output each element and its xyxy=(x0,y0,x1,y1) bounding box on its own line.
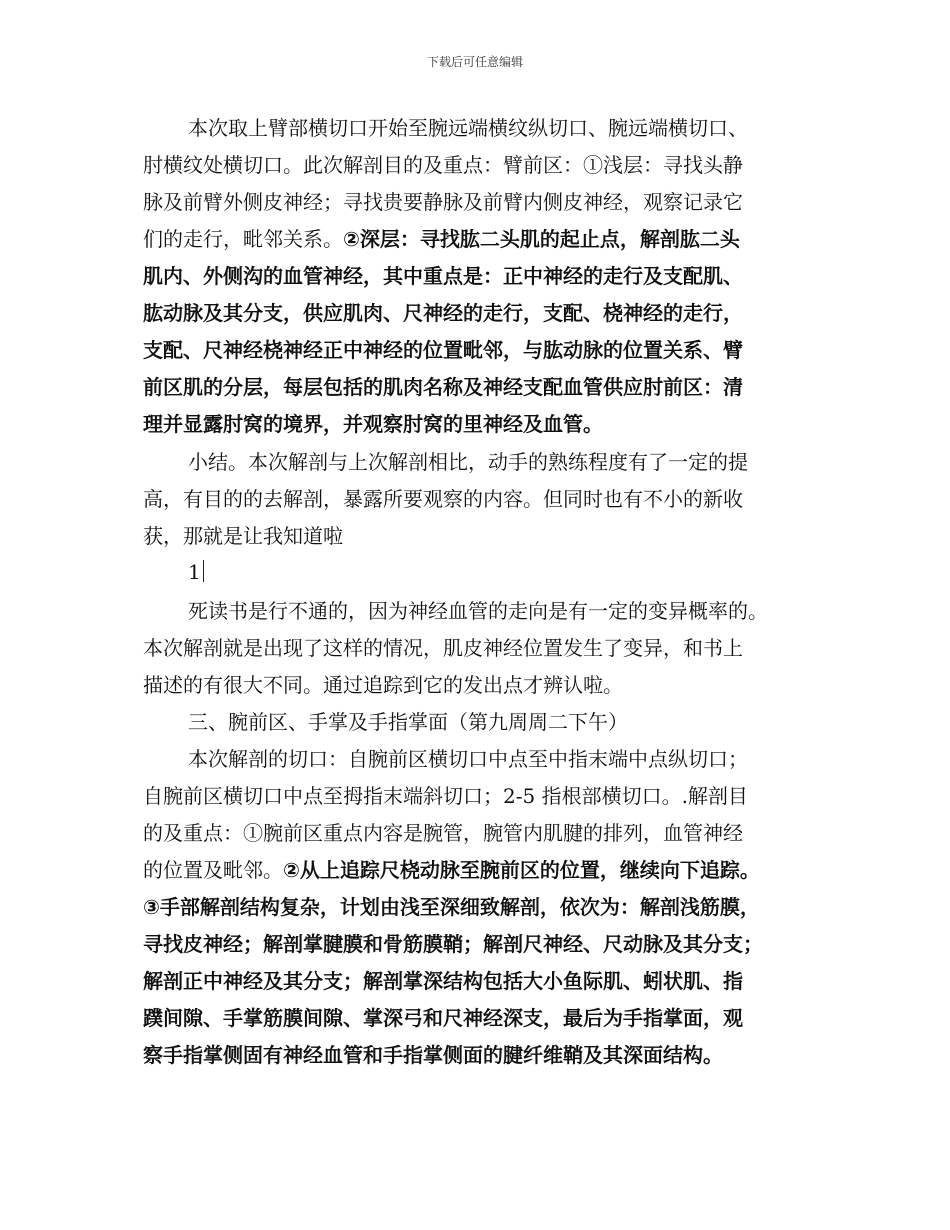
text-line xyxy=(143,782,748,810)
bold-text: 寻找皮神经；解剖掌腱膜和骨筋膜鞘；解剖尺神经、尺动脉及其分支； xyxy=(143,932,763,956)
text-line xyxy=(143,225,740,253)
text-line xyxy=(188,114,748,142)
bold-text: 支配、尺神经桡神经正中神经的位置毗邻，与肱动脉的位置关系、臂 xyxy=(143,338,743,362)
text-segment: 本次解剖的切口：自腕前区横切口中点至中指末端中点纵切口； xyxy=(188,747,748,771)
text-line xyxy=(143,1041,723,1069)
text-line xyxy=(143,151,743,179)
text-line xyxy=(143,634,743,662)
text-line xyxy=(143,262,743,290)
text-line xyxy=(143,299,743,327)
bold-text: 蹼间隙、手掌筋膜间隙、掌深弓和尺神经深支，最后为手指掌面，观 xyxy=(143,1006,743,1030)
bold-text: ③手部解剖结构复杂，计划由浅至深细致解剖，依次为：解剖浅筋膜， xyxy=(143,895,760,919)
text-segment: 们的走行，毗邻关系。 xyxy=(143,227,343,251)
text-segment: 的及重点：①腕前区重点内容是腕管，腕管内肌腱的排列，血管神经 xyxy=(143,821,743,845)
bold-text: 前区肌的分层，每层包括的肌肉名称及神经支配血管供应肘前区：清 xyxy=(143,375,743,399)
text-segment: 肘横纹处横切口。此次解剖目的及重点：臂前区：①浅层：寻找头静 xyxy=(143,153,743,177)
text-line xyxy=(188,597,768,625)
page-header: 下载后可任意编辑 xyxy=(426,55,523,69)
text-line xyxy=(143,819,743,847)
text-segment: 高，有目的的去解剖，暴露所要观察的内容。但同时也有不小的新收 xyxy=(143,487,743,511)
text-line xyxy=(188,448,748,476)
bold-text: 理并显露肘窝的境界，并观察肘窝的里神经及血管。 xyxy=(143,412,603,436)
text-line xyxy=(143,930,763,958)
text-segment: 脉及前臂外侧皮神经；寻找贵要静脉及前臂内侧皮神经，观察记录它 xyxy=(143,190,743,214)
text-line xyxy=(143,893,760,921)
text-line xyxy=(143,856,760,884)
text-line xyxy=(143,410,603,438)
text-cursor xyxy=(203,560,204,582)
text-line xyxy=(143,967,743,995)
text-segment: 获，那就是让我知道啦 xyxy=(143,524,343,548)
text-segment: 自腕前区横切口中点至拇指末端斜切口；2-5 指根部横切口。.解剖目 xyxy=(143,784,748,808)
text-segment: 1 xyxy=(188,560,201,584)
text-line xyxy=(188,558,204,586)
text-segment: 死读书是行不通的，因为神经血管的走向是有一定的变异概率的。 xyxy=(188,599,768,623)
text-segment: 描述的有很大不同。通过追踪到它的发出点才辨认啦。 xyxy=(143,673,623,697)
bold-text: 肱动脉及其分支，供应肌肉、尺神经的走行，支配、桡神经的走行， xyxy=(143,301,743,325)
text-line xyxy=(143,188,743,216)
bold-text: ②从上追踪尺桡动脉至腕前区的位置，继续向下追踪。 xyxy=(283,858,760,882)
text-line xyxy=(143,373,743,401)
text-line xyxy=(143,522,343,550)
text-line xyxy=(143,671,623,699)
text-line xyxy=(143,485,743,513)
text-segment: 本次解剖就是出现了这样的情况，肌皮神经位置发生了变异，和书上 xyxy=(143,636,743,660)
text-line xyxy=(188,745,748,773)
text-segment: 小结。本次解剖与上次解剖相比，动手的熟练程度有了一定的提 xyxy=(188,450,748,474)
text-line xyxy=(143,1004,743,1032)
bold-text: 解剖正中神经及其分支；解剖掌深结构包括大小鱼际肌、蚓状肌、指 xyxy=(143,969,743,993)
bold-text: ②深层：寻找肱二头肌的起止点，解剖肱二头 xyxy=(343,227,740,251)
text-segment: 三、腕前区、手掌及手指掌面（第九周周二下午） xyxy=(188,710,628,734)
text-line xyxy=(143,336,743,364)
text-line xyxy=(188,708,628,736)
bold-text: 肌内、外侧沟的血管神经，其中重点是：正中神经的走行及支配肌、 xyxy=(143,264,743,288)
text-segment: 的位置及毗邻。 xyxy=(143,858,283,882)
bold-text: 察手指掌侧固有神经血管和手指掌侧面的腱纤维鞘及其深面结构。 xyxy=(143,1043,723,1067)
text-segment: 本次取上臂部横切口开始至腕远端横纹纵切口、腕远端横切口、 xyxy=(188,116,748,140)
